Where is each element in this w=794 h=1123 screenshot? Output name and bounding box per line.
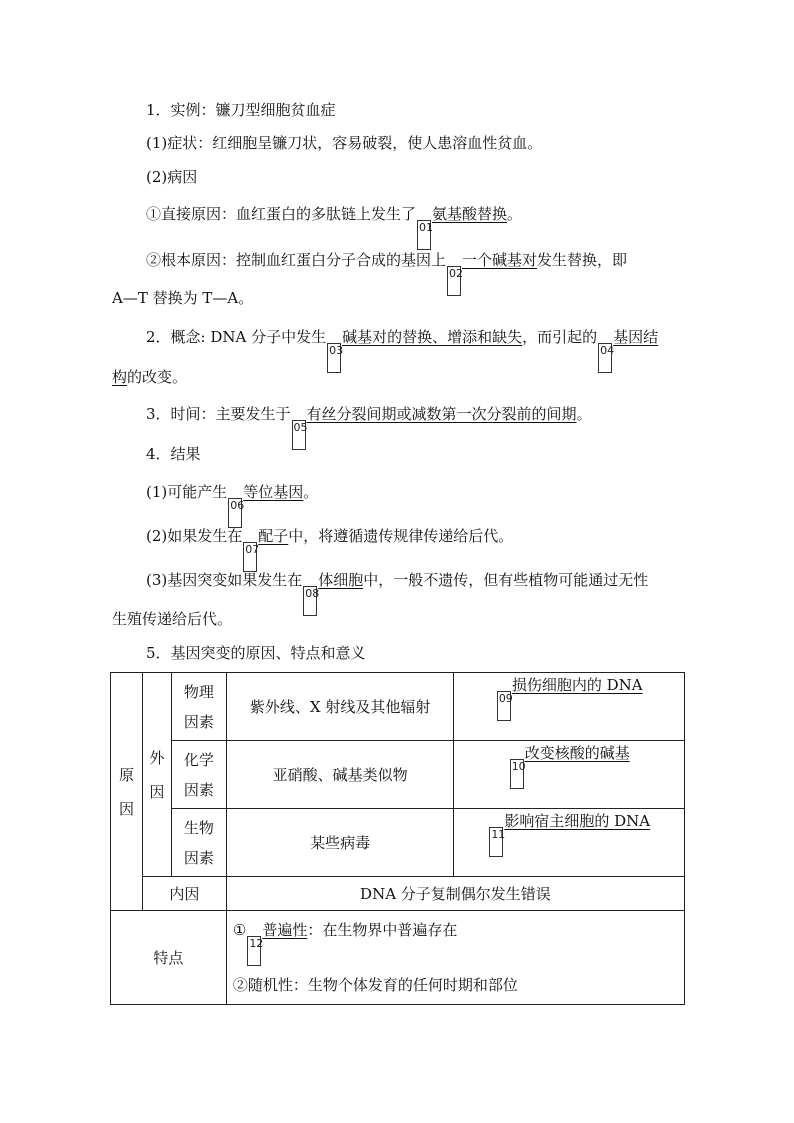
chemical-desc: 亚硝酸、碱基类似物: [226, 741, 454, 809]
answer-box-06: 06: [228, 498, 242, 528]
result-2-end: 中，将遵循遗传规律传递给后代。: [288, 527, 514, 545]
answer-box-12: 12: [247, 936, 261, 966]
result-2-text: (2)如果发生在: [146, 527, 243, 545]
concept-end: 的改变。: [127, 368, 188, 386]
answer-box-07: 07: [243, 542, 257, 572]
root-cause-line2: A—T 替换为 T—A。: [112, 289, 254, 307]
chemical-answer: [454, 741, 685, 809]
answer-box-10: 10: [510, 759, 524, 789]
direct-cause: [146, 204, 522, 250]
result-1-end: 。: [303, 483, 319, 501]
direct-cause-end: 。: [507, 205, 523, 223]
concept-text: 2．概念: DNA 分子中发生: [146, 328, 327, 346]
answer-08: 体细胞: [318, 571, 364, 589]
answer-10: 改变核酸的碱基: [524, 744, 630, 762]
answer-04: 基因结: [613, 328, 659, 346]
result-1: [146, 482, 318, 528]
answer-box-01: 01: [417, 220, 431, 250]
biological-label: 生物因素: [171, 809, 226, 877]
physical-answer: [454, 673, 685, 741]
concept: [146, 327, 658, 373]
answer-11: 影响宿主细胞的 DNA: [504, 812, 651, 830]
answer-04-cont: 构: [112, 368, 128, 386]
result-2: [146, 526, 513, 572]
internal-label: 内因: [142, 877, 226, 911]
internal-desc: DNA 分子复制偶尔发生错误: [226, 877, 684, 911]
result-title: 4．结果: [146, 445, 201, 463]
chemical-label: 化学因素: [171, 741, 226, 809]
answer-box-02: 02: [447, 266, 461, 296]
root-cause-end: 发生替换，即: [537, 251, 628, 269]
result-3-end: 中，一般不遗传，但有些植物可能通过无性: [363, 571, 649, 589]
time-text: 3．时间：主要发生于: [146, 405, 291, 423]
biological-answer: [454, 809, 685, 877]
direct-cause-text: ①直接原因：血红蛋白的多肽链上发生了: [146, 205, 417, 223]
external-cell: 外因: [142, 673, 171, 877]
answer-02: 一个碱基对: [462, 251, 538, 269]
item1-symptom: (1)症状：红细胞呈镰刀状，容易破裂，使人患溶血性贫血。: [146, 134, 543, 152]
answer-box-05: 05: [292, 420, 306, 450]
result-3-line2: 生殖传递给后代。: [112, 610, 233, 628]
answer-box-08: 08: [303, 586, 317, 616]
answer-box-04: 04: [598, 343, 612, 373]
time: [146, 404, 592, 450]
answer-box-11: 11: [489, 827, 503, 857]
answer-05: 有丝分裂间期或减数第一次分裂前的间期: [306, 405, 577, 423]
biological-desc: 某些病毒: [226, 809, 454, 877]
feature-2: ②随机性：生物个体发育的任何时期和部位: [232, 976, 518, 994]
time-end: 。: [576, 405, 592, 423]
answer-06: 等位基因: [243, 483, 304, 501]
answer-09: 损伤细胞内的 DNA: [511, 676, 643, 694]
mutation-table: [110, 672, 685, 1005]
root-cause-text: ②根本原因：控制血红蛋白分子合成的基因上: [146, 251, 447, 269]
physical-desc: 紫外线、X 射线及其他辐射: [226, 673, 454, 741]
cause-cell: 原因: [111, 673, 143, 911]
answer-box-03: 03: [327, 343, 341, 373]
item1-title: 1．实例：镰刀型细胞贫血症: [146, 101, 336, 119]
result-1-text: (1)可能产生: [146, 483, 228, 501]
answer-box-09: 09: [497, 691, 511, 721]
concept-line2: [112, 367, 187, 387]
answer-12: 普遍性: [262, 921, 308, 939]
features-label: 特点: [111, 911, 227, 1005]
answer-07: 配子: [258, 527, 289, 545]
result-3-text: (3)基因突变如果发生在: [146, 571, 303, 589]
section5-title: 5．基因突变的原因、特点和意义: [146, 644, 366, 662]
item1-cause-heading: (2)病因: [146, 168, 198, 186]
answer-03: 碱基对的替换、增添和缺失: [342, 328, 523, 346]
concept-mid: ，而引起的: [522, 328, 598, 346]
feature-1: ①12普遍性：在生物界中普遍存在: [233, 911, 684, 966]
features-content: [226, 911, 684, 1005]
physical-label: 物理因素: [171, 673, 226, 741]
answer-01: 氨基酸替换: [432, 205, 508, 223]
